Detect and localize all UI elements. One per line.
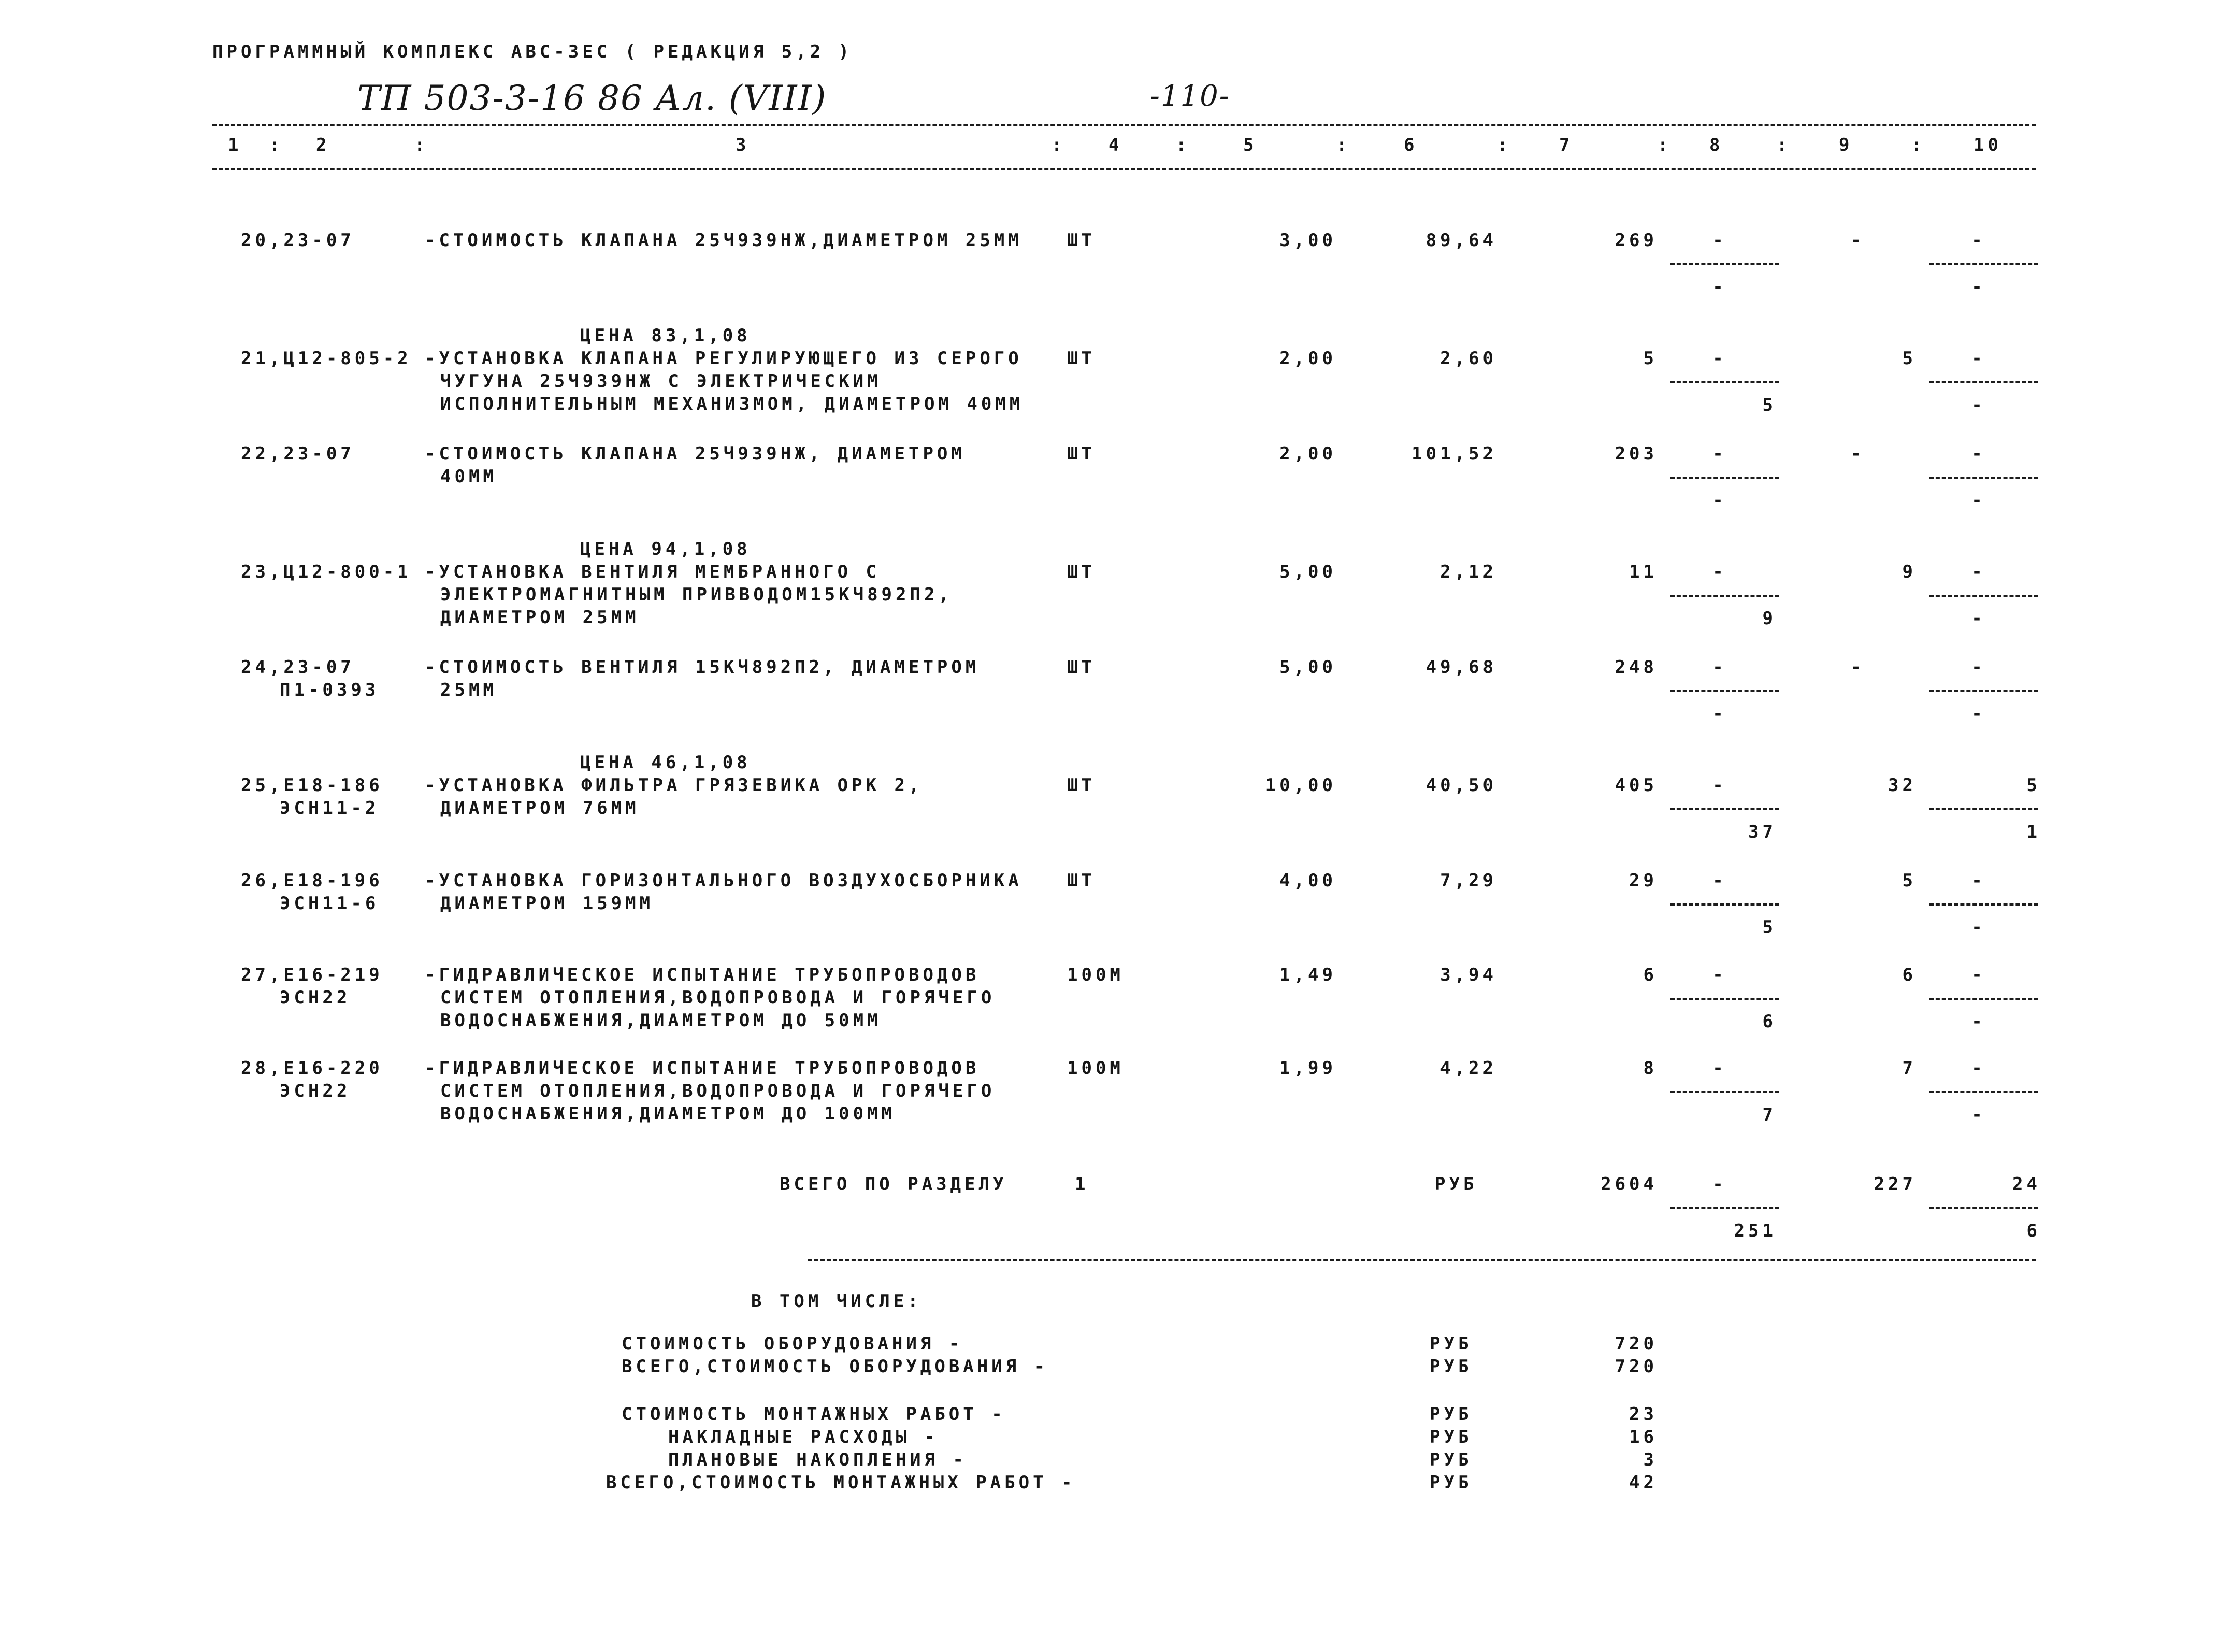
row-col10: - bbox=[1971, 657, 1986, 678]
row-unit-price: 101,52 bbox=[1411, 443, 1497, 464]
column-number: 5 bbox=[1243, 135, 1258, 155]
row-code: 22,23-07 bbox=[241, 443, 355, 464]
breakdown-value: 16 bbox=[1629, 1427, 1658, 1447]
row-description: ВОДОСНАБЖЕНИЯ,ДИАМЕТРОМ ДО 100ММ bbox=[440, 1103, 896, 1124]
column-separator: : bbox=[1336, 135, 1351, 155]
row-col8-sub: - bbox=[1712, 277, 1727, 297]
row-code: 24,23-07 bbox=[241, 657, 355, 678]
row-total: 6 bbox=[1643, 965, 1658, 985]
row-unit: ШТ bbox=[1067, 348, 1096, 369]
column-number: 8 bbox=[1709, 135, 1724, 155]
row-col10-sub: - bbox=[1971, 490, 1986, 511]
row-col8: - bbox=[1712, 965, 1727, 985]
col10-rule bbox=[1929, 263, 2038, 265]
row-col9: 5 bbox=[1902, 348, 1917, 369]
breakdown-unit: РУБ bbox=[1430, 1427, 1473, 1447]
row-col8: - bbox=[1712, 443, 1727, 464]
row-col10: - bbox=[1971, 965, 1986, 985]
row-unit: ШТ bbox=[1067, 230, 1096, 251]
row-description: ДИАМЕТРОМ 25ММ bbox=[440, 607, 640, 628]
row-code-secondary: ЭСН22 bbox=[280, 987, 351, 1008]
row-description: -УСТАНОВКА КЛАПАНА РЕГУЛИРУЮЩЕГО ИЗ СЕРОГО bbox=[425, 348, 1022, 369]
column-separator: : bbox=[414, 135, 429, 155]
col8-rule bbox=[1670, 690, 1779, 692]
column-number: 6 bbox=[1404, 135, 1418, 155]
column-separator: : bbox=[1051, 135, 1066, 155]
row-description: 25ММ bbox=[440, 680, 497, 700]
row-total: 203 bbox=[1615, 443, 1658, 464]
row-col10: - bbox=[1971, 230, 1986, 251]
header-rule-top bbox=[212, 124, 2036, 126]
row-quantity: 5,00 bbox=[1279, 562, 1336, 582]
col10-rule bbox=[1929, 595, 2038, 597]
row-quantity: 3,00 bbox=[1279, 230, 1336, 251]
row-description: -ГИДРАВЛИЧЕСКОЕ ИСПЫТАНИЕ ТРУБОПРОВОДОВ bbox=[425, 1058, 980, 1079]
row-unit: ШТ bbox=[1067, 443, 1096, 464]
row-unit: 100М bbox=[1067, 1058, 1124, 1079]
row-col8-sub: 6 bbox=[1762, 1011, 1777, 1032]
row-description: 40ММ bbox=[440, 466, 497, 487]
row-description: СИСТЕМ ОТОПЛЕНИЯ,ВОДОПРОВОДА И ГОРЯЧЕГО bbox=[440, 1081, 996, 1101]
row-total: 269 bbox=[1615, 230, 1658, 251]
row-description: ДИАМЕТРОМ 159ММ bbox=[440, 893, 654, 914]
row-total: 11 bbox=[1629, 562, 1658, 582]
row-unit-price: 7,29 bbox=[1440, 870, 1497, 891]
column-number: 3 bbox=[736, 135, 750, 155]
row-unit: ШТ bbox=[1067, 657, 1096, 678]
col10-rule bbox=[1929, 381, 2038, 383]
row-col9: 6 bbox=[1902, 965, 1917, 985]
row-unit-price: 3,94 bbox=[1440, 965, 1497, 985]
row-price-note: ЦЕНА 83,1,08 bbox=[580, 325, 751, 346]
row-quantity: 2,00 bbox=[1279, 443, 1336, 464]
column-number: 1 bbox=[228, 135, 242, 155]
row-description: ДИАМЕТРОМ 76ММ bbox=[440, 798, 640, 818]
section-col10-sub: 6 bbox=[2026, 1220, 2041, 1241]
program-header: ПРОГРАММНЫЙ КОМПЛЕКС АВС-ЗЕС ( РЕДАКЦИЯ 5,2 ) bbox=[212, 41, 853, 62]
row-description: СИСТЕМ ОТОПЛЕНИЯ,ВОДОПРОВОДА И ГОРЯЧЕГО bbox=[440, 987, 996, 1008]
col8-rule bbox=[1670, 1207, 1779, 1209]
col8-rule bbox=[1670, 1091, 1779, 1093]
col10-rule bbox=[1929, 1091, 2038, 1093]
row-quantity: 5,00 bbox=[1279, 657, 1336, 678]
breakdown-label: НАКЛАДНЫЕ РАСХОДЫ - bbox=[668, 1427, 939, 1447]
row-col8-sub: - bbox=[1712, 703, 1727, 724]
row-col8-sub: 37 bbox=[1748, 822, 1777, 842]
row-unit-price: 89,64 bbox=[1425, 230, 1497, 251]
row-col10: - bbox=[1971, 870, 1986, 891]
column-separator: : bbox=[1777, 135, 1791, 155]
row-col10: - bbox=[1971, 562, 1986, 582]
row-code-secondary: ЭСН11-6 bbox=[280, 893, 380, 914]
row-col10-sub: - bbox=[1971, 608, 1986, 629]
breakdown-unit: РУБ bbox=[1430, 1472, 1473, 1493]
row-col10-sub: - bbox=[1971, 703, 1986, 724]
col10-rule bbox=[1929, 690, 2038, 692]
section-total-unit: РУБ bbox=[1435, 1174, 1478, 1195]
breakdown-value: 42 bbox=[1629, 1472, 1658, 1493]
col10-rule bbox=[1929, 808, 2038, 810]
breakdown-unit: РУБ bbox=[1430, 1404, 1473, 1425]
row-unit-price: 40,50 bbox=[1425, 775, 1497, 796]
row-code: 20,23-07 bbox=[241, 230, 355, 251]
row-col9: 5 bbox=[1902, 870, 1917, 891]
breakdown-unit: РУБ bbox=[1430, 1449, 1473, 1470]
row-code: 25,Е18-186 bbox=[241, 775, 383, 796]
row-code: 21,Ц12-805-2 bbox=[241, 348, 412, 369]
row-col8: - bbox=[1712, 657, 1727, 678]
row-quantity: 10,00 bbox=[1265, 775, 1336, 796]
row-total: 248 bbox=[1615, 657, 1658, 678]
row-total: 405 bbox=[1615, 775, 1658, 796]
breakdown-label: ПЛАНОВЫЕ НАКОПЛЕНИЯ - bbox=[668, 1449, 967, 1470]
row-code-secondary: ЭСН11-2 bbox=[280, 798, 380, 818]
col10-rule bbox=[1929, 903, 2038, 906]
breakdown-unit: РУБ bbox=[1430, 1356, 1473, 1377]
breakdown-heading: В ТОМ ЧИСЛЕ: bbox=[751, 1291, 922, 1312]
row-col10: 5 bbox=[2026, 775, 2041, 796]
col8-rule bbox=[1670, 263, 1779, 265]
row-col8: - bbox=[1712, 870, 1727, 891]
row-col10-sub: - bbox=[1971, 917, 1986, 938]
row-total: 29 bbox=[1629, 870, 1658, 891]
row-description: -СТОИМОСТЬ ВЕНТИЛЯ 15КЧ892П2, ДИАМЕТРОМ bbox=[425, 657, 980, 678]
row-col8: - bbox=[1712, 1058, 1727, 1079]
column-separator: : bbox=[1911, 135, 1926, 155]
breakdown-label: ВСЕГО,СТОИМОСТЬ ОБОРУДОВАНИЯ - bbox=[622, 1356, 1049, 1377]
row-price-note: ЦЕНА 94,1,08 bbox=[580, 539, 751, 559]
breakdown-value: 3 bbox=[1643, 1449, 1658, 1470]
col8-rule bbox=[1670, 808, 1779, 810]
row-unit: ШТ bbox=[1067, 775, 1096, 796]
row-col8-sub: - bbox=[1712, 490, 1727, 511]
column-number: 2 bbox=[316, 135, 330, 155]
row-quantity: 2,00 bbox=[1279, 348, 1336, 369]
row-col8-sub: 5 bbox=[1762, 917, 1777, 938]
row-col10-sub: - bbox=[1971, 395, 1986, 415]
row-col8-sub: 7 bbox=[1762, 1104, 1777, 1125]
row-unit: 100М bbox=[1067, 965, 1124, 985]
row-description: ЧУГУНА 25Ч939НЖ С ЭЛЕКТРИЧЕСКИМ bbox=[440, 371, 882, 392]
row-description: ВОДОСНАБЖЕНИЯ,ДИАМЕТРОМ ДО 50ММ bbox=[440, 1010, 882, 1031]
row-code: 23,Ц12-800-1 bbox=[241, 562, 412, 582]
row-unit-price: 4,22 bbox=[1440, 1058, 1497, 1079]
row-col10: - bbox=[1971, 348, 1986, 369]
row-description: -УСТАНОВКА ФИЛЬТРА ГРЯЗЕВИКА ОРК 2, bbox=[425, 775, 923, 796]
column-number: 7 bbox=[1559, 135, 1574, 155]
breakdown-value: 720 bbox=[1615, 1333, 1658, 1354]
row-col10-sub: - bbox=[1971, 1011, 1986, 1032]
row-col9: - bbox=[1850, 657, 1865, 678]
breakdown-label: ВСЕГО,СТОИМОСТЬ МОНТАЖНЫХ РАБОТ - bbox=[606, 1472, 1076, 1493]
col10-rule bbox=[1929, 998, 2038, 1000]
row-description: -УСТАНОВКА ГОРИЗОНТАЛЬНОГО ВОЗДУХОСБОРНИКА bbox=[425, 870, 1022, 891]
column-number: 10 bbox=[1973, 135, 2002, 155]
page-number: -110- bbox=[1150, 79, 1230, 113]
row-quantity: 1,99 bbox=[1279, 1058, 1336, 1079]
row-description: -УСТАНОВКА ВЕНТИЛЯ МЕМБРАННОГО С bbox=[425, 562, 881, 582]
row-description: ИСПОЛНИТЕЛЬНЫМ МЕХАНИЗМОМ, ДИАМЕТРОМ 40ММ bbox=[440, 394, 1024, 414]
section-col10: 24 bbox=[2012, 1174, 2041, 1195]
row-col8-sub: 9 bbox=[1762, 608, 1777, 629]
section-total-rule bbox=[808, 1259, 2036, 1261]
row-code-secondary: ЭСН22 bbox=[280, 1081, 351, 1101]
row-col9: 32 bbox=[1888, 775, 1917, 796]
row-description: -СТОИМОСТЬ КЛАПАНА 25Ч939НЖ,ДИАМЕТРОМ 25ММ bbox=[425, 230, 1022, 251]
column-separator: : bbox=[1176, 135, 1190, 155]
col10-rule bbox=[1929, 1207, 2038, 1209]
row-col10: - bbox=[1971, 1058, 1986, 1079]
row-col9: - bbox=[1850, 443, 1865, 464]
column-separator: : bbox=[1497, 135, 1511, 155]
section-col8-sub: 251 bbox=[1734, 1220, 1777, 1241]
column-separator: : bbox=[1658, 135, 1672, 155]
row-col9: 7 bbox=[1902, 1058, 1917, 1079]
breakdown-label: СТОИМОСТЬ ОБОРУДОВАНИЯ - bbox=[622, 1333, 963, 1354]
row-col8: - bbox=[1712, 562, 1727, 582]
column-separator: : bbox=[269, 135, 284, 155]
row-col9: - bbox=[1850, 230, 1865, 251]
header-rule-bottom bbox=[212, 168, 2036, 170]
section-col8: - bbox=[1712, 1174, 1727, 1195]
row-code-secondary: П1-0393 bbox=[280, 680, 380, 700]
row-col10-sub: 1 bbox=[2026, 822, 2041, 842]
row-code: 26,Е18-196 bbox=[241, 870, 383, 891]
col8-rule bbox=[1670, 381, 1779, 383]
breakdown-value: 720 bbox=[1615, 1356, 1658, 1377]
row-col8-sub: 5 bbox=[1762, 395, 1777, 415]
row-description: -СТОИМОСТЬ КЛАПАНА 25Ч939НЖ, ДИАМЕТРОМ bbox=[425, 443, 966, 464]
document-code: ТП 503-3-16 86 Ал. (VIII) bbox=[357, 78, 827, 118]
row-price-note: ЦЕНА 46,1,08 bbox=[580, 752, 751, 773]
col8-rule bbox=[1670, 903, 1779, 906]
breakdown-value: 23 bbox=[1629, 1404, 1658, 1425]
breakdown-unit: РУБ bbox=[1430, 1333, 1473, 1354]
row-description: ЭЛЕКТРОМАГНИТНЫМ ПРИВВОДОМ15КЧ892П2, bbox=[440, 584, 953, 605]
row-unit: ШТ bbox=[1067, 562, 1096, 582]
row-col10-sub: - bbox=[1971, 1104, 1986, 1125]
column-number: 4 bbox=[1108, 135, 1123, 155]
row-col8: - bbox=[1712, 348, 1727, 369]
section-total-label: ВСЕГО ПО РАЗДЕЛУ bbox=[780, 1174, 1007, 1195]
row-unit-price: 2,12 bbox=[1440, 562, 1497, 582]
row-quantity: 1,49 bbox=[1279, 965, 1336, 985]
row-col10: - bbox=[1971, 443, 1986, 464]
row-col8: - bbox=[1712, 230, 1727, 251]
row-total: 8 bbox=[1643, 1058, 1658, 1079]
section-total-value: 2604 bbox=[1601, 1174, 1658, 1195]
col8-rule bbox=[1670, 477, 1779, 479]
row-description: -ГИДРАВЛИЧЕСКОЕ ИСПЫТАНИЕ ТРУБОПРОВОДОВ bbox=[425, 965, 980, 985]
row-unit-price: 49,68 bbox=[1425, 657, 1497, 678]
col8-rule bbox=[1670, 998, 1779, 1000]
breakdown-label: СТОИМОСТЬ МОНТАЖНЫХ РАБОТ - bbox=[622, 1404, 1006, 1425]
row-col8: - bbox=[1712, 775, 1727, 796]
row-code: 27,Е16-219 bbox=[241, 965, 383, 985]
row-quantity: 4,00 bbox=[1279, 870, 1336, 891]
section-number: 1 bbox=[1075, 1174, 1089, 1195]
col8-rule bbox=[1670, 595, 1779, 597]
row-col9: 9 bbox=[1902, 562, 1917, 582]
column-number: 9 bbox=[1839, 135, 1853, 155]
col10-rule bbox=[1929, 477, 2038, 479]
row-total: 5 bbox=[1643, 348, 1658, 369]
row-unit: ШТ bbox=[1067, 870, 1096, 891]
row-col10-sub: - bbox=[1971, 277, 1986, 297]
row-code: 28,Е16-220 bbox=[241, 1058, 383, 1079]
row-unit-price: 2,60 bbox=[1440, 348, 1497, 369]
section-col9: 227 bbox=[1874, 1174, 1917, 1195]
